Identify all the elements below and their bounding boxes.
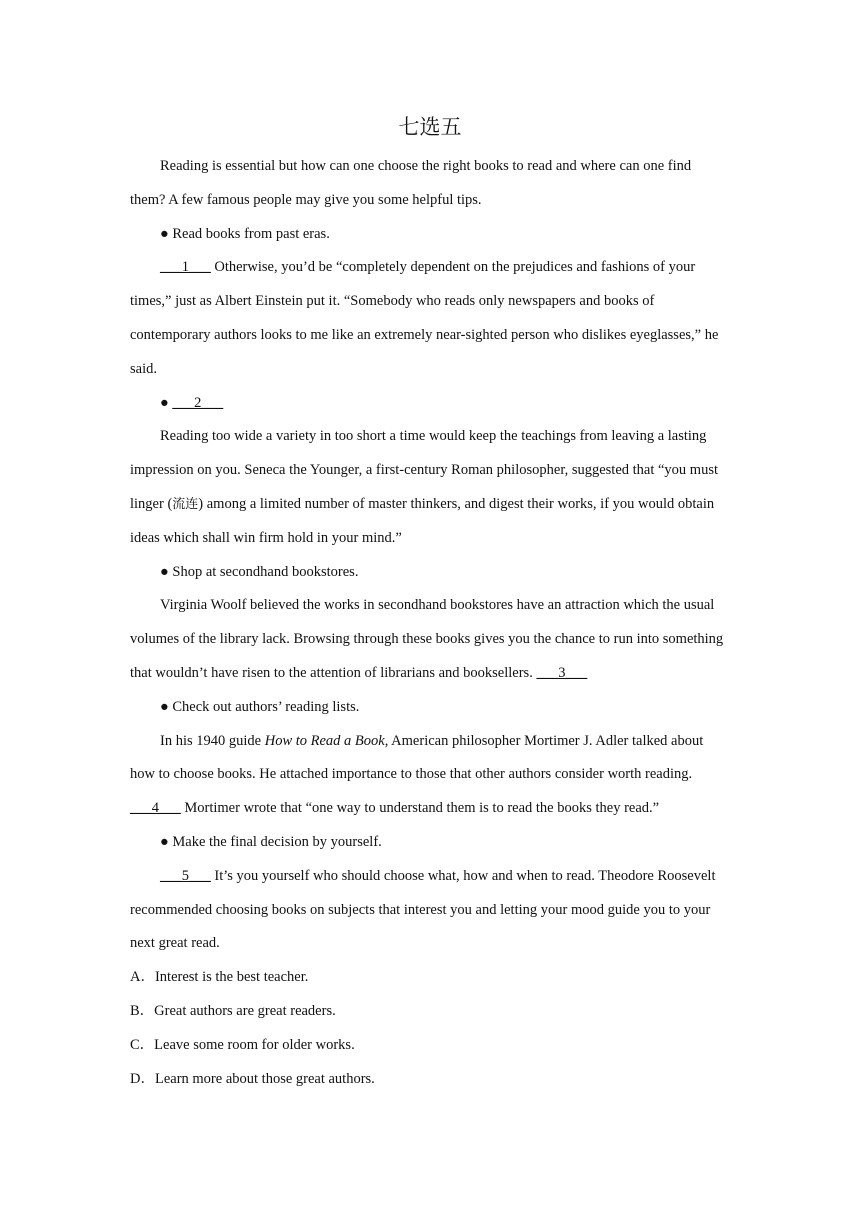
blank-3: ___3___ (536, 664, 588, 681)
page-title: 七选五 (398, 115, 462, 139)
tip4-paragraph (130, 725, 730, 826)
tip2-text-before: Reading too wide a variety in too short a time would keep the teachings from leaving a lasting impression on you. Seneca the Younger, a first-century Roman philosopher, suggested that “you must linger ( (130, 428, 719, 512)
tip5-paragraph (130, 860, 730, 961)
option-a: A．Interest is the best teacher. (130, 969, 309, 986)
blank-4: ___4___ (130, 800, 181, 817)
tip2-heading (130, 387, 730, 421)
tip5-heading: ● Make the final decision by yourself. (160, 833, 382, 850)
tip2-text-after: ) among a limited number of master thinkers, and digest their works, if you would obtain ideas which shall win firm hold in your mind.” (130, 495, 715, 546)
option-d: D．Learn more about those great authors. (130, 1070, 375, 1087)
tip1-paragraph (130, 251, 730, 386)
tip2-paragraph (130, 420, 730, 555)
intro-paragraph: Reading is essential but how can one choose the right books to read and where can one find them? A few famous people may give you some helpful tips. (130, 158, 692, 208)
tip3-paragraph (130, 589, 730, 690)
tip4-heading: ● Check out authors’ reading lists. (160, 698, 360, 715)
tip4-text-end: Mortimer wrote that “one way to understand them is to read the books they read.” (180, 800, 660, 817)
tip5-text: It’s you yourself who should choose what, how and when to read. Theodore Roosevelt recommended choosing books on subjects that interest you and letting your mood guide you to your next great read. (130, 867, 716, 952)
tip1-heading: ● Read books from past eras. (160, 225, 330, 242)
option-c: C．Leave some room for older works. (130, 1036, 355, 1053)
tip4-text-before: In his 1940 guide (160, 732, 265, 749)
tip3-heading: ● Shop at secondhand bookstores. (160, 563, 359, 580)
option-b: B．Great authors are great readers. (130, 1002, 336, 1019)
tip3-text: Virginia Woolf believed the works in secondhand bookstores have an attraction which the usual volumes of the library lack. Browsing through these books gives you the chance to run into something that wouldn’t have risen to the attention of librarians and booksellers. (130, 597, 724, 681)
tip1-text: Otherwise, you’d be “completely dependent on the prejudices and fashions of your times,” just as Albert Einstein put it. “Somebody who reads only newspapers and books of contemporary authors looks to me like an extremely near-sighted person who dislikes eyeglasses,” he said. (130, 259, 719, 377)
tip4-text-after: , American philosopher Mortimer J. Adler talked about how to choose books. He attached importance to those that other authors consider worth reading. (130, 732, 704, 783)
blank-1: ___1___ (160, 259, 211, 276)
book-title: How to Read a Book (264, 732, 385, 749)
blank-5: ___5___ (160, 867, 211, 884)
blank-2: ___2___ (172, 394, 224, 411)
tip2-chinese-gloss: 流连 (172, 496, 199, 512)
bullet: ● (160, 394, 173, 411)
passage (130, 150, 730, 1096)
